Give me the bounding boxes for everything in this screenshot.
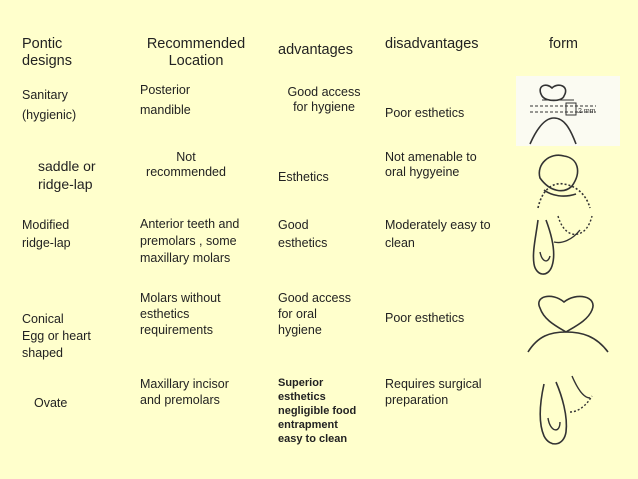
row3-location: Anterior teeth and premolars , some maxillary molars: [140, 217, 240, 265]
header-disadvantages: disadvantages: [385, 36, 479, 52]
ovate-pontic-drawing: [526, 372, 598, 452]
row5-design: Ovate: [34, 396, 68, 410]
header-designs: Pontic designs: [22, 36, 72, 69]
dimension-label: 2 mm: [578, 108, 596, 115]
row2-location: Not recommended: [146, 150, 226, 179]
ridge-lap-pontic-drawing: [530, 150, 602, 212]
row5-location: Maxillary incisor and premolars: [140, 377, 229, 407]
row2-design: saddle or ridge-lap: [38, 158, 96, 192]
modified-ridge-lap-pontic-drawing: [518, 212, 596, 282]
row4-advantages: Good access for oral hygiene: [278, 291, 351, 337]
row3-disadvantages: Moderately easy to clean: [385, 218, 491, 250]
row3-advantages: Good esthetics: [278, 218, 328, 250]
sanitary-pontic-drawing: [516, 76, 620, 146]
row4-location: Molars without esthetics requirements: [140, 291, 221, 337]
row2-advantages: Esthetics: [278, 170, 329, 184]
row4-design: Conical Egg or heart shaped: [22, 312, 91, 360]
row5-disadvantages: Requires surgical preparation: [385, 377, 482, 407]
row5-advantages: Superior esthetics negligible food entrapment easy to clean: [278, 377, 357, 445]
header-form: form: [549, 36, 578, 52]
row1-location: Posterior mandible: [140, 83, 191, 117]
conical-pontic-drawing: [518, 292, 622, 364]
row1-advantages: Good access for hygiene: [287, 85, 361, 114]
row1-disadvantages: Poor esthetics: [385, 106, 465, 120]
row3-design: Modified ridge-lap: [22, 218, 71, 250]
row4-disadvantages: Poor esthetics: [385, 311, 465, 325]
header-advantages: advantages: [278, 42, 353, 58]
row2-disadvantages: Not amenable to oral hygyeine: [385, 150, 477, 179]
header-location: Recommended Location: [146, 36, 246, 69]
row1-design: Sanitary (hygienic): [22, 88, 77, 122]
